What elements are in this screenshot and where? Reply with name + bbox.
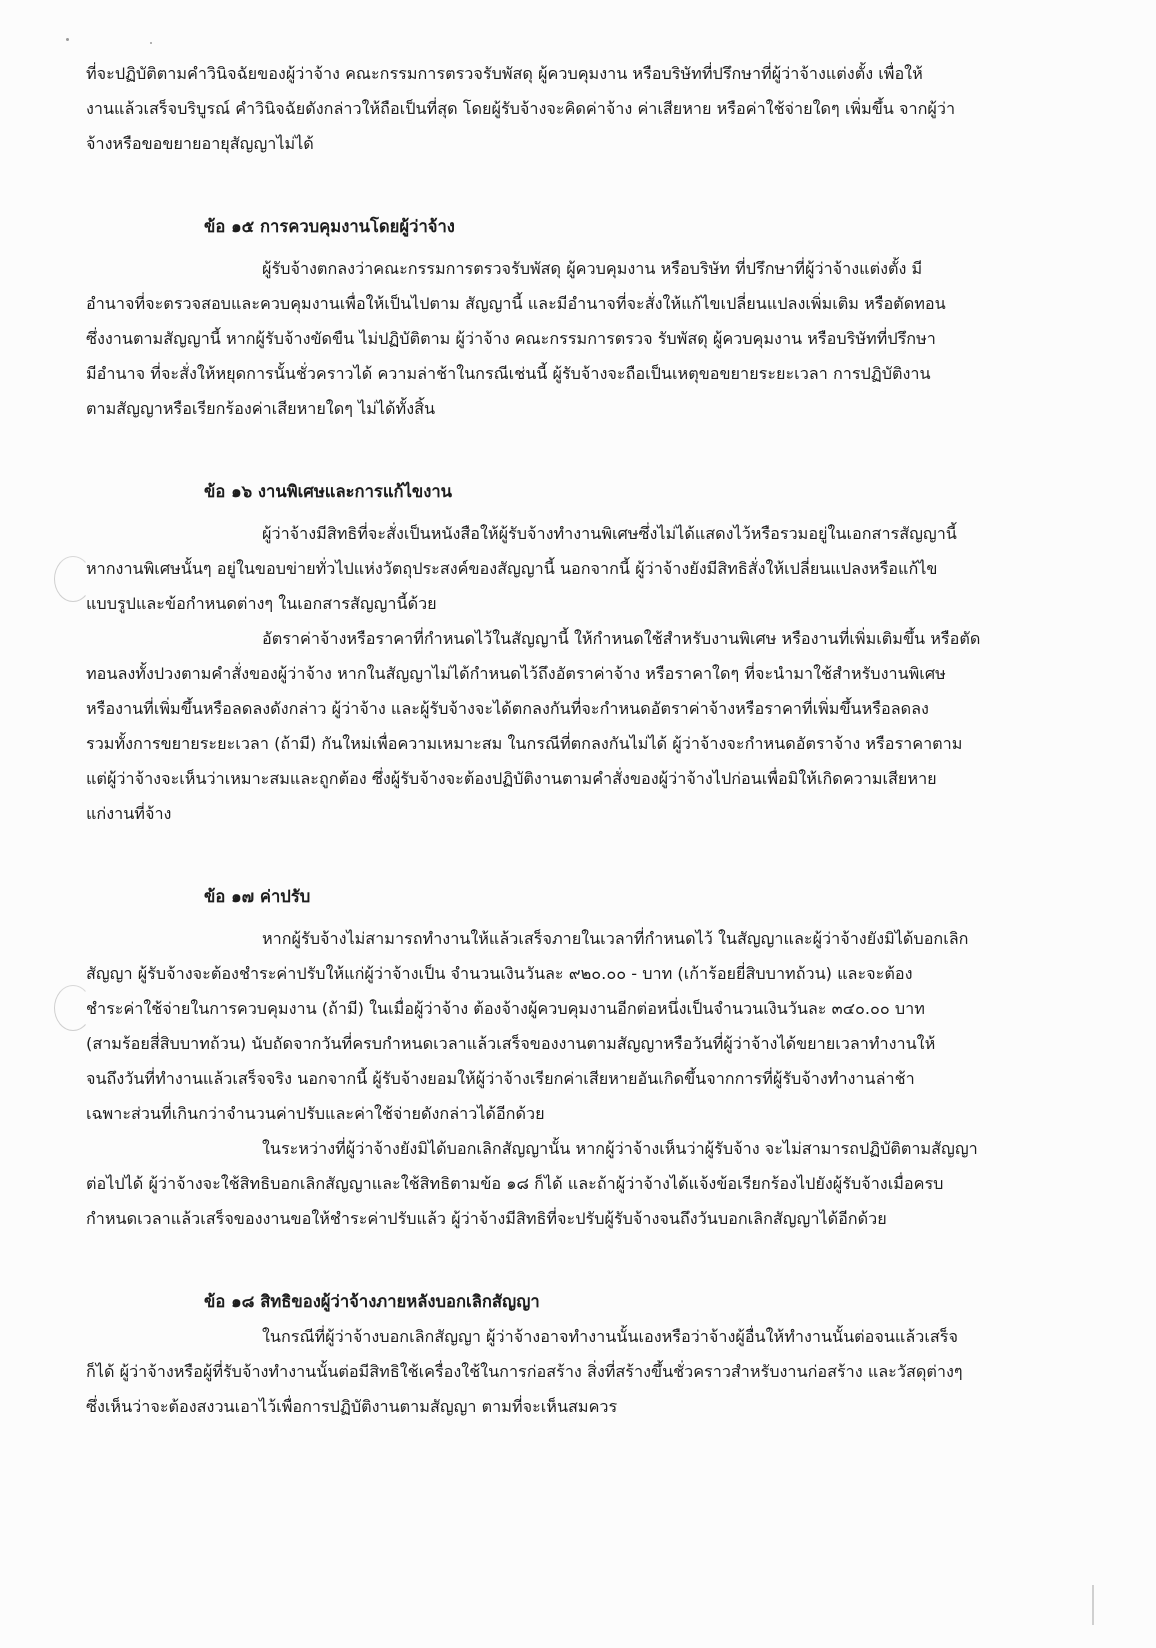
text-line: (สามร้อยสี่สิบบาทถ้วน) นับถัดจากวันที่ครบกำหนดเวลาแล้วเสร็จของงานตามสัญญาหรือวันที่ผู้ว่าจ้างได้ขยายเวลาทำงานให้ xyxy=(86,1034,936,1053)
section-paragraph xyxy=(86,1131,1072,1236)
text-line: ซึ่งงานตามสัญญานี้ หากผู้รับจ้างขัดขืน ไม่ปฏิบัติตาม ผู้ว่าจ้าง คณะกรรมการตรวจ รับพัสดุ ผู้ควบคุมงาน หรือบริษัทที่ปรึกษา xyxy=(86,329,936,348)
text-line: ทอนลงทั้งปวงตามคำสั่งของผู้ว่าจ้าง หากในสัญญาไม่ได้กำหนดไว้ถึงอัตราค่าจ้าง หรือราคาใดๆ ที่จะนำมาใช้สำหรับงานพิเศษ xyxy=(86,664,946,683)
section-heading: ข้อ ๑๕ การควบคุมงานโดยผู้ว่าจ้าง xyxy=(204,217,455,236)
text-line: หากงานพิเศษนั้นๆ อยู่ในขอบข่ายทั่วไปแห่งวัตถุประสงค์ของสัญญานี้ นอกจากนี้ ผู้ว่าจ้างยังมีสิทธิสั่งให้เปลี่ยนแปลงหรือแก้ไข xyxy=(86,559,938,578)
intro-paragraph xyxy=(86,56,1072,161)
section-heading: ข้อ ๑๗ ค่าปรับ xyxy=(204,887,311,906)
scan-speck xyxy=(66,38,69,41)
text-line: แต่ผู้ว่าจ้างจะเห็นว่าเหมาะสมและถูกต้อง ซึ่งผู้รับจ้างจะต้องปฏิบัติงานตามคำสั่งของผู้ว่าจ้างไปก่อนเพื่อมิให้เกิดความเสียหาย xyxy=(86,769,937,788)
section-paragraph xyxy=(86,1319,1072,1424)
text-line: รวมทั้งการขยายระยะเวลา (ถ้ามี) กันใหม่เพื่อความเหมาะสม ในกรณีที่ตกลงกันไม่ได้ ผู้ว่าจ้างจะกำหนดอัตราจ้าง หรือราคาตาม xyxy=(86,734,963,753)
text-line: ผู้ว่าจ้างมีสิทธิที่จะสั่งเป็นหนังสือให้ผู้รับจ้างทำงานพิเศษซึ่งไม่ได้แสดงไว้หรือรวมอยู่ในเอกสารสัญญานี้ xyxy=(262,524,957,543)
text-line: ในกรณีที่ผู้ว่าจ้างบอกเลิกสัญญา ผู้ว่าจ้างอาจทำงานนั้นเองหรือว่าจ้างผู้อื่นให้ทำงานนั้นต่อจนแล้วเสร็จ xyxy=(262,1327,958,1346)
section-paragraph xyxy=(86,921,1072,1131)
text-line: หรืองานที่เพิ่มขึ้นหรือลดลงดังกล่าว ผู้ว่าจ้าง และผู้รับจ้างจะได้ตกลงกันที่จะกำหนดอัตราค่าจ้างหรือราคาที่เพิ่มขึ้นหรือลดลง xyxy=(86,699,929,718)
text-line: แก่งานที่จ้าง xyxy=(86,804,172,823)
document-body xyxy=(86,56,1072,1424)
text-line: เฉพาะส่วนที่เกินกว่าจำนวนค่าปรับและค่าใช้จ่ายดังกล่าวได้อีกด้วย xyxy=(86,1104,545,1123)
text-line: ต่อไปได้ ผู้ว่าจ้างจะใช้สิทธิบอกเลิกสัญญาและใช้สิทธิตามข้อ ๑๘ ก็ได้ และถ้าผู้ว่าจ้างได้แจ้งข้อเรียกร้องไปยังผู้รับจ้างเมื่อครบ xyxy=(86,1174,944,1193)
scan-speck xyxy=(150,42,152,44)
text-line: แบบรูปและข้อกำหนดต่างๆ ในเอกสารสัญญานี้ด้วย xyxy=(86,594,437,613)
text-line: จนถึงวันที่ทำงานแล้วเสร็จจริง นอกจากนี้ ผู้รับจ้างยอมให้ผู้ว่าจ้างเรียกค่าเสียหายอันเกิดขึ้นจากการที่ผู้รับจ้างทำงานล่าช้า xyxy=(86,1069,915,1088)
text-line: หากผู้รับจ้างไม่สามารถทำงานให้แล้วเสร็จภายในเวลาที่กำหนดไว้ ในสัญญาและผู้ว่าจ้างยังมิได้บอกเลิก xyxy=(262,929,969,948)
text-line: อัตราค่าจ้างหรือราคาที่กำหนดไว้ในสัญญานี้ ให้กำหนดใช้สำหรับงานพิเศษ หรืองานที่เพิ่มเติมขึ้น หรือตัด xyxy=(262,629,981,648)
text-line: ชำระค่าใช้จ่ายในการควบคุมงาน (ถ้ามี) ในเมื่อผู้ว่าจ้าง ต้องจ้างผู้ควบคุมงานอีกต่อหนึ่งเป็นจำนวนเงินวันละ ๓๔๐.๐๐ บาท xyxy=(86,999,925,1018)
text-line: จ้างหรือขอขยายอายุสัญญาไม่ได้ xyxy=(86,134,314,153)
text-line: ในระหว่างที่ผู้ว่าจ้างยังมิได้บอกเลิกสัญญานั้น หากผู้ว่าจ้างเห็นว่าผู้รับจ้าง จะไม่สามารถปฏิบัติตามสัญญา xyxy=(262,1139,978,1158)
text-line: มีอำนาจ ที่จะสั่งให้หยุดการนั้นชั่วคราวได้ ความล่าช้าในกรณีเช่นนี้ ผู้รับจ้างจะถือเป็นเหตุขอขยายระยะเวลา การปฏิบัติงาน xyxy=(86,364,931,383)
text-line: ก็ได้ ผู้ว่าจ้างหรือผู้ที่รับจ้างทำงานนั้นต่อมีสิทธิใช้เครื่องใช้ในการก่อสร้าง สิ่งที่สร้างขึ้นชั่วคราวสำหรับงานก่อสร้าง และวัสดุต่างๆ xyxy=(86,1362,963,1381)
section-heading: ข้อ ๑๖ งานพิเศษและการแก้ไขงาน xyxy=(204,482,453,501)
text-line: ผู้รับจ้างตกลงว่าคณะกรรมการตรวจรับพัสดุ ผู้ควบคุมงาน หรือบริษัท ที่ปรึกษาที่ผู้ว่าจ้างแต่งตั้ง มี xyxy=(262,259,923,278)
section-paragraph xyxy=(86,621,1072,831)
section-heading: ข้อ ๑๘ สิทธิของผู้ว่าจ้างภายหลังบอกเลิกสัญญา xyxy=(204,1292,540,1311)
text-line: ที่จะปฏิบัติตามคำวินิจฉัยของผู้ว่าจ้าง คณะกรรมการตรวจรับพัสดุ ผู้ควบคุมงาน หรือบริษัทที่ปรึกษาที่ผู้ว่าจ้างแต่งตั้ง เพื่อให้ xyxy=(86,64,923,83)
text-line: กำหนดเวลาแล้วเสร็จของงานขอให้ชำระค่าปรับแล้ว ผู้ว่าจ้างมีสิทธิที่จะปรับผู้รับจ้างจนถึงวันบอกเลิกสัญญาได้อีกด้วย xyxy=(86,1209,887,1228)
text-line: อำนาจที่จะตรวจสอบและควบคุมงานเพื่อให้เป็นไปตาม สัญญานี้ และมีอำนาจที่จะสั่งให้แก้ไขเปลี่ยนแปลงเพิ่มเติม หรือตัดทอน xyxy=(86,294,946,313)
text-line: สัญญา ผู้รับจ้างจะต้องชำระค่าปรับให้แก่ผู้ว่าจ้างเป็น จำนวนเงินวันละ ๙๒๐.๐๐ - บาท (เก้าร้อยยี่สิบบาทถ้วน) และจะต้อง xyxy=(86,964,913,983)
section-paragraph xyxy=(86,251,1072,426)
section-paragraph xyxy=(86,516,1072,621)
scan-edge-mark xyxy=(1092,1585,1094,1625)
text-line: งานแล้วเสร็จบริบูรณ์ คำวินิจฉัยดังกล่าวให้ถือเป็นที่สุด โดยผู้รับจ้างจะคิดค่าจ้าง ค่าเสียหาย หรือค่าใช้จ่ายใดๆ เพิ่มขึ้น จากผู้ว่า xyxy=(86,99,956,118)
text-line: ซึ่งเห็นว่าจะต้องสงวนเอาไว้เพื่อการปฏิบัติงานตามสัญญา ตามที่จะเห็นสมควร xyxy=(86,1397,618,1416)
text-line: ตามสัญญาหรือเรียกร้องค่าเสียหายใดๆ ไม่ได้ทั้งสิ้น xyxy=(86,399,436,418)
